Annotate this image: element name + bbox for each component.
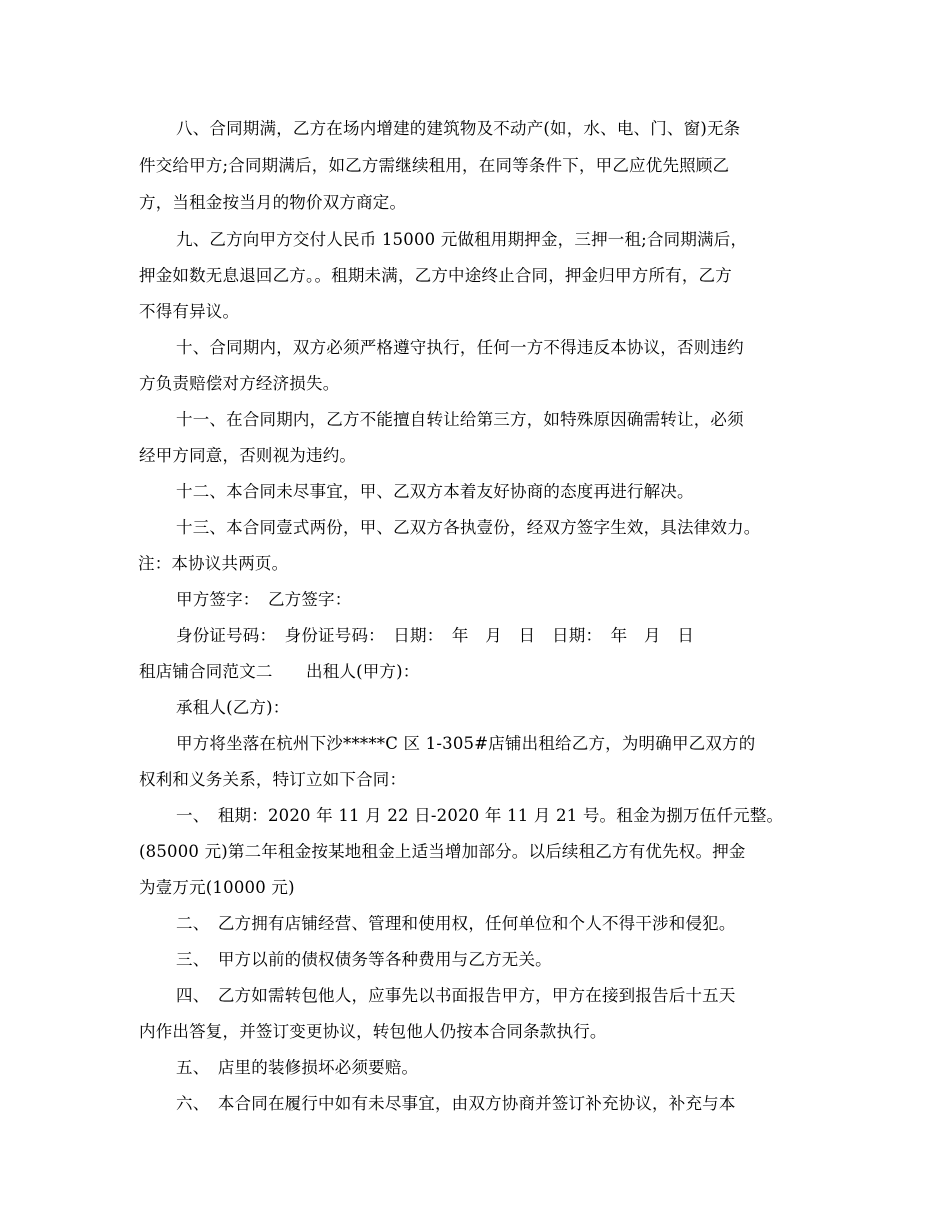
term-1-line-3: 为壹万元(10000 元) — [139, 878, 295, 897]
term-6-line: 六、 本合同在履行中如有未尽事宜，由双方协商并签订补充协议，补充与本 — [176, 1094, 736, 1113]
intro-line-2: 权利和义务关系，特订立如下合同： — [139, 770, 407, 789]
intro-line-1: 甲方将坐落在杭州下沙*****C 区 1-305#店铺出租给乙方，为明确甲乙双方的 — [176, 734, 756, 753]
clause-9-line-3: 不得有异议。 — [139, 302, 240, 321]
signature-line: 甲方签字： 乙方签字： — [176, 590, 352, 609]
term-4-line-1: 四、 乙方如需转包他人，应事先以书面报告甲方，甲方在接到报告后十五天 — [176, 986, 736, 1005]
term-4-line-2: 内作出答复，并签订变更协议，转包他人仍按本合同条款执行。 — [139, 1022, 607, 1041]
clause-8-line-3: 方，当租金按当月的物价双方商定。 — [139, 193, 407, 212]
note-line: 注：本协议共两页。 — [138, 554, 289, 573]
term-2-line: 二、 乙方拥有店铺经营、管理和使用权，任何单位和个人不得干涉和侵犯。 — [176, 914, 736, 933]
term-5-line: 五、 店里的装修损坏必须要赔。 — [176, 1058, 419, 1077]
lessee-line: 承租人(乙方)： — [176, 698, 290, 717]
clause-10-line-2: 方负责赔偿对方经济损失。 — [139, 374, 340, 393]
clause-8-line-1: 八、合同期满，乙方在场内增建的建筑物及不动产(如，水、电、门、窗)无条 — [176, 119, 741, 138]
clause-10-line-1: 十、合同期内，双方必须严格遵守执行，任何一方不得违反本协议，否则违约 — [176, 338, 744, 357]
clause-8-line-2: 件交给甲方;合同期满后，如乙方需继续租用，在同等条件下，甲乙应优先照顾乙 — [139, 156, 730, 175]
clause-9-line-1: 九、乙方向甲方交付人民币 15000 元做租用期押金，三押一租;合同期满后， — [176, 230, 748, 249]
clause-11-line-1: 十一、在合同期内，乙方不能擅自转让给第三方，如特殊原因确需转让，必须 — [176, 410, 744, 429]
clause-12-line: 十二、本合同未尽事宜，甲、乙双方本着友好协商的态度再进行解决。 — [176, 482, 694, 501]
clause-13-line: 十三、本合同壹式两份，甲、乙双方各执壹份，经双方签字生效，具法律效力。 — [176, 518, 761, 537]
clause-11-line-2: 经甲方同意，否则视为违约。 — [139, 446, 357, 465]
id-date-line: 身份证号码： 身份证号码： 日期： 年 月 日 日期： 年 月 日 — [176, 626, 695, 645]
term-1-line-1: 一、 租期：2020 年 11 月 22 日-2020 年 11 月 21 号。租金为捌万伍仟元整。 — [176, 806, 784, 825]
clause-9-line-2: 押金如数无息退回乙方。。租期未满，乙方中途终止合同，押金归甲方所有，乙方 — [139, 266, 732, 285]
term-1-line-2: (85000 元)第二年租金按某地租金上适当增加部分。以后续租乙方有优先权。押金 — [139, 842, 746, 861]
second-contract-heading: 租店铺合同范文二 出租人(甲方)： — [139, 662, 420, 681]
term-3-line: 三、 甲方以前的债权债务等各种费用与乙方无关。 — [176, 950, 552, 969]
